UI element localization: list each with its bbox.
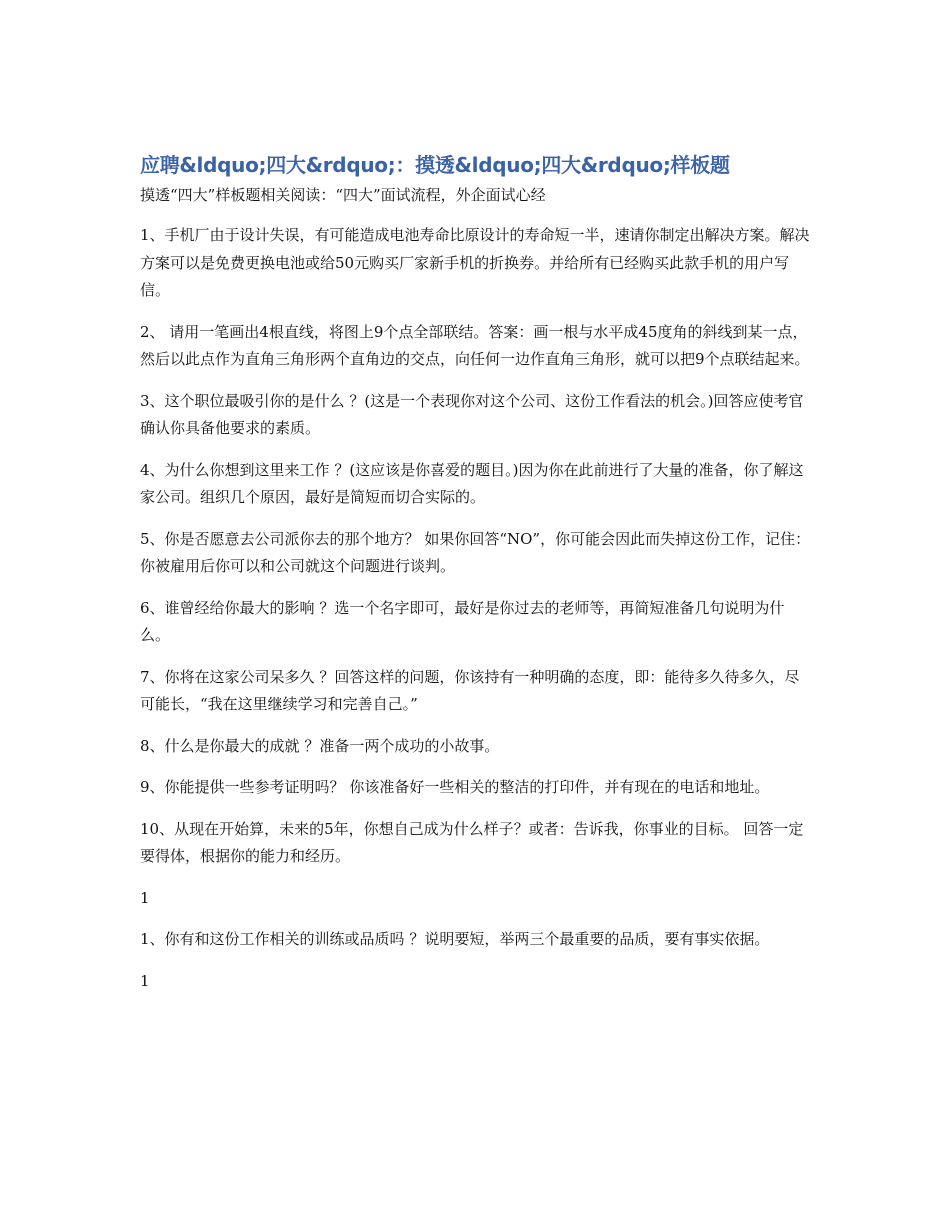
page-subtitle: 摸透“四大”样板题相关阅读：“四大”面试流程，外企面试心经 xyxy=(140,186,546,204)
paragraph-5: 5、你是否愿意去公司派你去的那个地方？ 如果你回答“NO”，你可能会因此而失掉这份工作，记住：你被雇用后你可以和公司就这个问题进行谈判。 xyxy=(140,529,811,575)
paragraph-9: 9、你能提供一些参考证明吗？ 你该准备好一些相关的整洁的打印件，并有现在的电话和地址。 xyxy=(140,778,770,796)
paragraph-7: 7、你将在这家公司呆多久 ？回答这样的问题，你该持有一种明确的态度，即：能待多久待多久，尽可能长，“我在这里继续学习和完善自己。” xyxy=(140,667,800,713)
document-body xyxy=(140,150,812,1009)
paragraph-1: 1、手机厂由于设计失误，有可能造成电池寿命比原设计的寿命短一半，速请你制定出解决方案。解决方案可以是免费更换电池或给50元购买厂家新手机的折换券。并给所有已经购买此款手机的用户写信。 xyxy=(140,226,810,299)
paragraph-2: 2、 请用一笔画出4根直线，将图上9个点全部联结。答案：画一根与水平成45度角的斜线到某一点，然后以此点作为直角三角形两个直角边的交点，向任何一边作直角三角形，就可以把9个点联结起来。 xyxy=(140,322,810,368)
paragraph-6: 6、谁曾经给你最大的影响 ？选一个名字即可，最好是你过去的老师等，再简短准备几句说明为什么。 xyxy=(140,598,785,644)
paragraph-10: 10、从现在开始算，未来的5年，你想自己成为什么样子？或者：告诉我，你事业的目标。 回答一定要得体，根据你的能力和经历。 xyxy=(140,819,804,865)
page-number-marker-1: 1 xyxy=(140,888,150,907)
page-number-marker-2: 1 xyxy=(140,971,150,990)
paragraph-3: 3、这个职位最吸引你的是什么 ？(这是一个表现你对这个公司、这份工作看法的机会。)回答应使考官确认你具备他要求的素质。 xyxy=(140,391,804,437)
paragraph-4: 4、为什么你想到这里来工作 ？(这应该是你喜爱的题目。)因为你在此前进行了大量的准备，你了解这家公司。组织几个原因，最好是简短而切合实际的。 xyxy=(140,460,804,506)
paragraph-11: 1、你有和这份工作相关的训练或品质吗 ？说明要短，举两三个最重要的品质，要有事实依据。 xyxy=(140,930,770,948)
page-title: 应聘&ldquo;四大&rdquo;：摸透&ldquo;四大&rdquo;样板题 xyxy=(140,153,730,177)
paragraph-8: 8、什么是你最大的成就 ？准备一两个成功的小故事。 xyxy=(140,736,500,755)
